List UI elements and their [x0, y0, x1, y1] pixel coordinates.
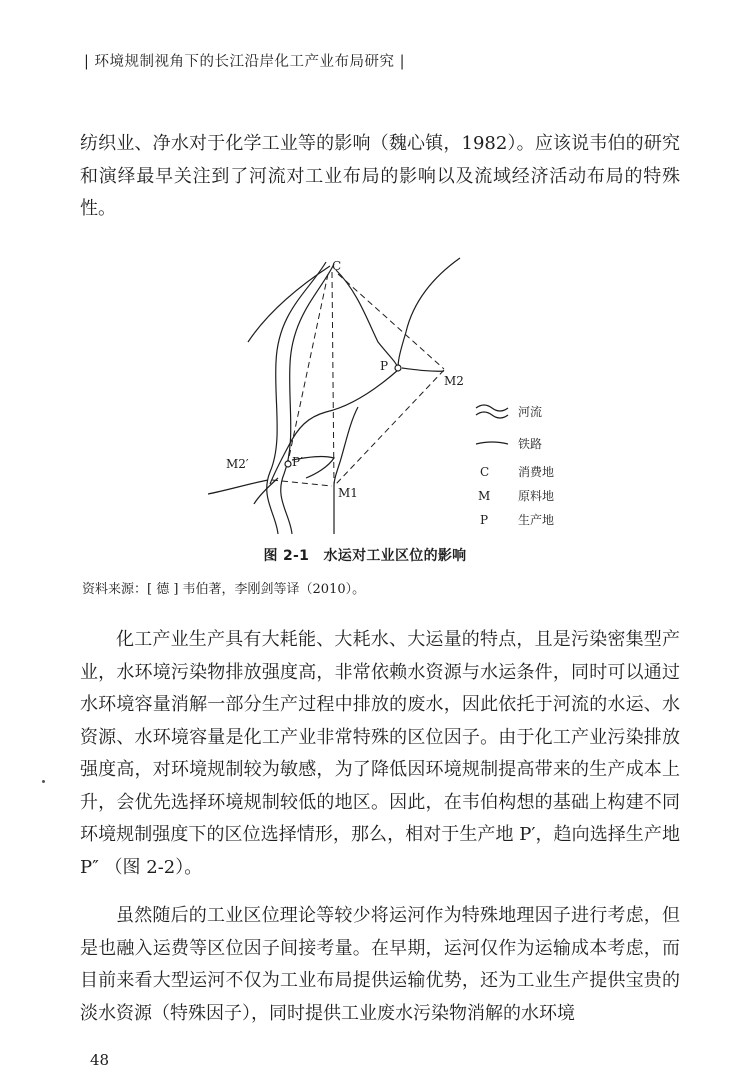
- legend-m-symbol: M: [478, 489, 491, 503]
- paragraph-3: 虽然随后的工业区位理论等较少将运河作为特殊地理因子进行考虑，但是也融入运费等区位因子间接考量。在早期，运河仅作为运输成本考虑，而目前来看大型运河不仅为工业布局提供运输优势，还为工业生产提供宝贵的淡水资源（特殊因子），同时提供工业废水污染物消解的水环境: [80, 905, 680, 1024]
- legend-m-label: 原料地: [518, 489, 555, 503]
- legend-railway-label: 铁路: [518, 437, 543, 451]
- railway-icon: [476, 442, 508, 444]
- river-top-right: [398, 258, 460, 368]
- point-pprime-marker: [285, 461, 291, 467]
- legend: [476, 405, 508, 444]
- running-header: | 环境规制视角下的长江沿岸化工产业布局研究 |: [84, 54, 405, 70]
- label-m2: M2: [444, 374, 464, 388]
- label-p-prime: P′: [292, 455, 303, 469]
- page-number: 48: [90, 1051, 110, 1069]
- river-main-left-bank: [267, 262, 326, 534]
- legend-p-symbol: P: [480, 513, 489, 527]
- margin-mark: [42, 780, 45, 783]
- river-main-right-bank: [281, 264, 334, 534]
- legend-c-symbol: C: [480, 465, 490, 479]
- label-m1: M1: [338, 486, 358, 500]
- label-m2-prime: M2′: [226, 457, 249, 471]
- legend-p-label: 生产地: [518, 513, 555, 527]
- label-p: P: [380, 359, 389, 373]
- paragraph-1: 纺织业、净水对于化学工业等的影响（魏心镇，1982）。应该说韦伯的研究和演绎最早关注到了河流对工业布局的影响以及流域经济活动布局的特殊性。: [80, 133, 680, 219]
- figure-caption: 图 2-1 水运对工业区位的影响: [263, 548, 467, 564]
- railway-top-left: [248, 266, 330, 342]
- dashed-c-m1: [332, 272, 334, 486]
- legend-c-label: 消费地: [518, 465, 555, 479]
- dashed-c-pprime: [288, 274, 328, 462]
- railway-bottom: [208, 480, 268, 494]
- river-icon: [476, 405, 508, 418]
- point-p-marker: [395, 365, 401, 371]
- river-p-to-m2: [402, 368, 444, 371]
- paragraph-2: 化工产业生产具有大耗能、大耗水、大运量的特点，且是污染密集型产业，水环境污染物排放强度高，非常依赖水资源与水运条件，同时可以通过水环境容量消解一部分生产过程中排放的废水，因此依托于河流的水运、水资源、水环境容量是化工产业非常特殊的区位因子。由于化工产业污染排放强度高，对环境规制较为敏感，为了降低因环境规制提高带来的生产成本上升，会优先选择环境规制较低的地区。因此，在韦伯构想的基础上构建不同环境规制强度下的区位选择情形，那么，相对于生产地 P′，趋向选择生产地 P″ （图 2-2）。: [80, 629, 680, 878]
- dashed-m2-m1: [336, 370, 444, 484]
- figure-source: 资料来源：[ 德 ] 韦伯著，李刚剑等译（2010）。: [82, 582, 366, 597]
- label-c: C: [332, 259, 342, 273]
- figure-2-1-diagram: [208, 252, 618, 534]
- railway-c-to-p: [336, 270, 398, 368]
- legend-river-label: 河流: [518, 405, 543, 419]
